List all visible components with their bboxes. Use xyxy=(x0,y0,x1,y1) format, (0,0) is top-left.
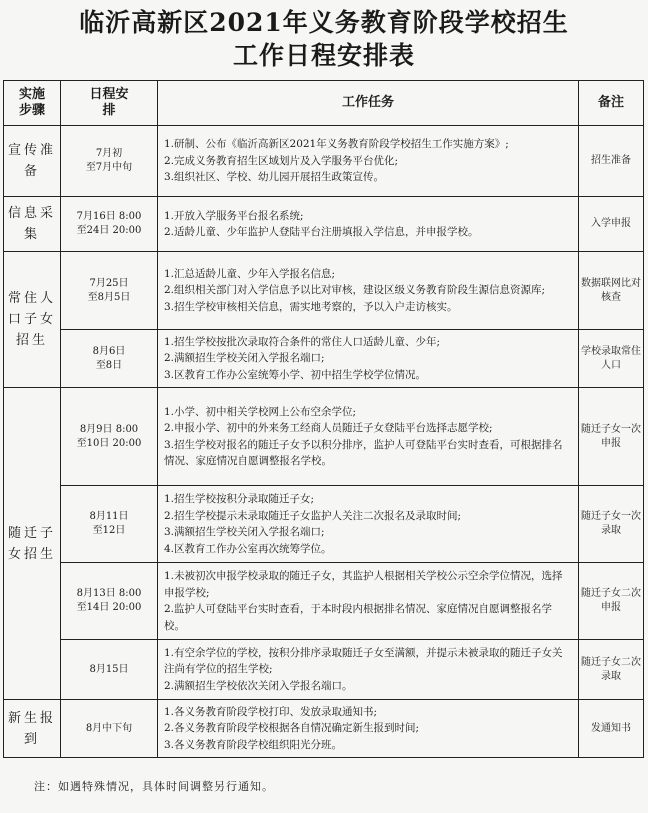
schedule-start: 7月25日 xyxy=(89,277,129,289)
table-row xyxy=(4,330,644,388)
schedule-start: 8月6日 xyxy=(92,345,126,357)
note-cell: 学校录取常住人口 xyxy=(579,330,644,388)
step-cell: 随迁子女招生 xyxy=(4,388,61,700)
footnote: 注：如遇特殊情况，具体时间调整另行通知。 xyxy=(34,780,274,793)
header-notes: 备注 xyxy=(579,81,644,126)
tasks-cell xyxy=(158,388,579,486)
schedule-cell xyxy=(61,640,158,700)
task-item: 3.组织社区、学校、幼儿园开展招生政策宣传。 xyxy=(164,171,385,184)
task-item: 1.有空余学位的学校，按积分排序录取随迁子女至满额，并提示未被录取的随迁子女关注尚有学位的招生学校; xyxy=(164,646,563,676)
step-cell: 新生报到 xyxy=(4,700,61,758)
note-cell: 招生准备 xyxy=(579,126,644,197)
task-item: 1.招生学校按积分录取随迁子女; xyxy=(164,493,315,505)
title-line-1: 临沂高新区2021年义务教育阶段学校招生 xyxy=(79,8,569,37)
task-item: 2.组织相关部门对入学信息予以比对审核，建设区级义务教育阶段生源信息资源库; xyxy=(164,284,546,297)
schedule-start: 7月初 xyxy=(95,148,123,159)
table-header-row xyxy=(4,81,644,126)
task-item: 2.完成义务教育招生区域划片及入学服务平台优化; xyxy=(164,154,399,167)
task-item: 3.招生学校对报名的随迁子女予以积分排序，监护人可登陆平台实时查看，可根据排名情况、家庭情况自愿调整报名学校。 xyxy=(164,438,563,467)
tasks-cell xyxy=(158,563,579,640)
task-item: 2.申报小学、初中的外来务工经商人员随迁子女登陆平台选择志愿学校; xyxy=(164,422,493,434)
task-item: 2.满额招生学校关闭入学报名端口; xyxy=(164,352,325,365)
task-item: 3.各义务教育阶段学校组织阳光分班。 xyxy=(164,738,343,751)
task-item: 2.监护人可登陆平台实时查看，于本时段内根据排名情况、家庭情况自愿调整报名学校。 xyxy=(164,603,553,632)
table-row xyxy=(4,640,644,700)
table-row xyxy=(4,126,644,197)
tasks-cell xyxy=(158,640,579,700)
note-cell: 入学申报 xyxy=(579,197,644,252)
schedule-table xyxy=(3,80,644,758)
table-row xyxy=(4,252,644,330)
task-item: 1.汇总适龄儿童、少年入学报名信息; xyxy=(164,267,336,280)
schedule-end: 至24日 20:00 xyxy=(76,225,142,236)
schedule-cell xyxy=(61,700,158,758)
table-row xyxy=(4,700,644,758)
schedule-end: 至7月中旬 xyxy=(85,162,133,173)
step-cell: 宣传准备 xyxy=(4,126,61,197)
tasks-cell xyxy=(158,700,579,758)
header-step: 实施步骤 xyxy=(4,81,61,126)
schedule-cell xyxy=(61,330,158,388)
header-schedule: 日程安排 xyxy=(61,81,158,126)
schedule-cell xyxy=(61,126,158,197)
schedule-cell xyxy=(61,252,158,330)
schedule-cell xyxy=(61,563,158,640)
note-cell: 发通知书 xyxy=(579,700,644,758)
schedule-cell xyxy=(61,388,158,486)
document-title xyxy=(0,0,648,72)
schedule-start: 8月11日 xyxy=(89,511,129,522)
task-item: 3.区教育工作办公室统筹小学、初中招生学校学位情况。 xyxy=(164,368,427,381)
tasks-cell xyxy=(158,126,579,197)
note-cell: 随迁子女一次申报 xyxy=(579,388,644,486)
task-item: 3.招生学校审核相关信息，需实地考察的，予以入户走访核实。 xyxy=(164,300,458,313)
schedule-start: 8月15日 xyxy=(89,663,129,675)
task-item: 2.招生学校提示未录取随迁子女监护人关注二次报名及录取时间; xyxy=(164,509,462,522)
task-item: 1.各义务教育阶段学校打印、发放录取通知书; xyxy=(164,705,378,718)
note-cell: 随迁子女二次申报 xyxy=(579,563,644,640)
header-tasks: 工作任务 xyxy=(158,81,579,126)
schedule-end: 至8月5日 xyxy=(87,291,131,303)
task-item: 1.未被初次申报学校录取的随迁子女，其监护人根据相关学校公示空余学位情况，选择申报学校; xyxy=(164,570,563,599)
task-item: 2.满额招生学校依次关闭入学报名端口。 xyxy=(164,679,353,692)
table-row xyxy=(4,486,644,563)
task-item: 2.各义务教育阶段学校根据各自情况确定新生报到时间; xyxy=(164,722,420,735)
task-item: 1.开放入学服务平台报名系统; xyxy=(164,209,304,222)
tasks-cell xyxy=(158,486,579,563)
note-cell: 数据联网比对核查 xyxy=(579,252,644,330)
task-item: 1.研制、公布《临沂高新区2021年义务教育阶段学校招生工作实施方案》; xyxy=(164,138,509,151)
tasks-cell xyxy=(158,197,579,252)
step-cell: 信息采集 xyxy=(4,197,61,252)
schedule-start: 8月中下旬 xyxy=(85,722,133,734)
schedule-cell xyxy=(61,197,158,252)
tasks-cell xyxy=(158,252,579,330)
table-row xyxy=(4,388,644,486)
task-item: 4.区教育工作办公室再次统筹学位。 xyxy=(164,542,332,555)
note-cell: 随迁子女二次录取 xyxy=(579,640,644,700)
table-row xyxy=(4,197,644,252)
schedule-end: 至8日 xyxy=(95,359,123,371)
task-item: 1.招生学校按批次录取符合条件的常住人口适龄儿童、少年; xyxy=(164,335,441,348)
task-item: 2.适龄儿童、少年监护人登陆平台注册填报入学信息，并申报学校。 xyxy=(164,226,479,238)
schedule-start: 8月9日 8:00 xyxy=(79,423,139,435)
schedule-end: 至14日 20:00 xyxy=(76,602,142,613)
tasks-cell xyxy=(158,330,579,388)
schedule-start: 8月13日 8:00 xyxy=(76,588,142,599)
task-item: 1.小学、初中相关学校网上公布空余学位; xyxy=(164,405,357,418)
schedule-end: 至12日 xyxy=(92,525,126,536)
schedule-cell xyxy=(61,486,158,563)
table-row xyxy=(4,563,644,640)
schedule-end: 至10日 20:00 xyxy=(76,437,142,449)
step-cell: 常住人口子女招生 xyxy=(4,252,61,388)
task-item: 3.满额招生学校关闭入学报名端口; xyxy=(164,526,325,538)
note-cell: 随迁子女一次录取 xyxy=(579,486,644,563)
schedule-start: 7月16日 8:00 xyxy=(76,211,142,222)
title-line-2: 工作日程安排表 xyxy=(232,41,415,70)
